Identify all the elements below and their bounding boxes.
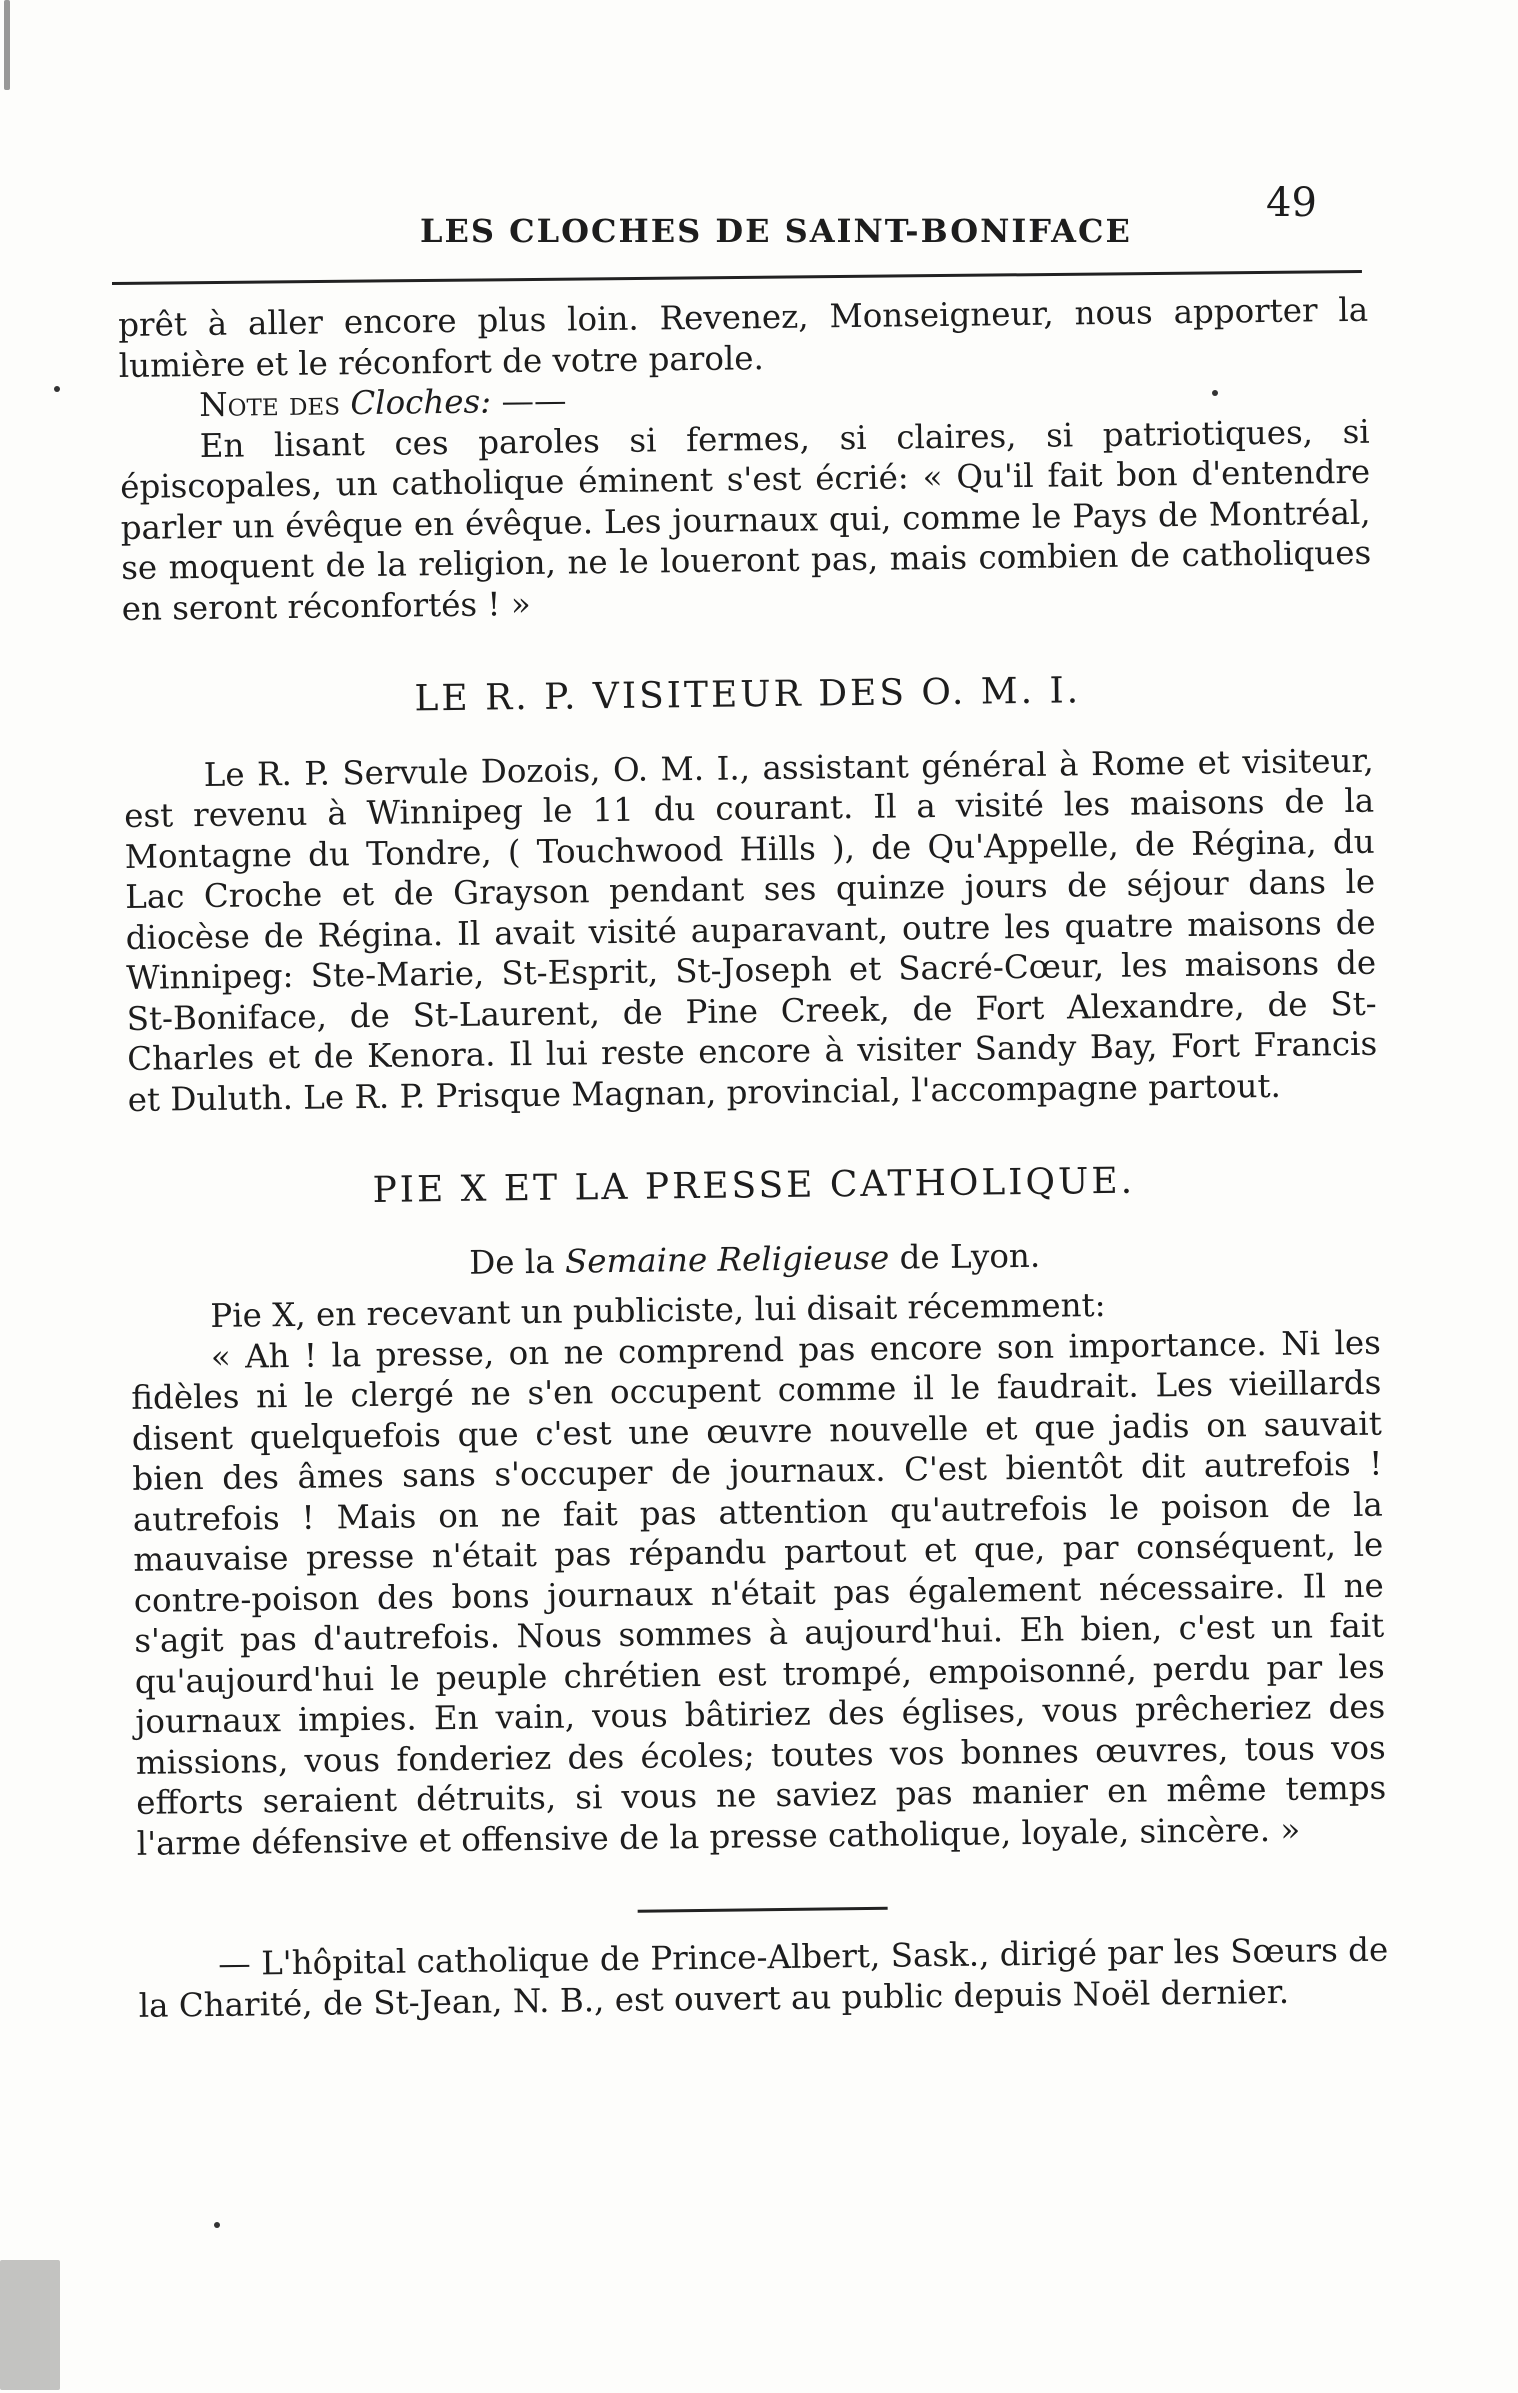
scan-edge-mark xyxy=(4,0,10,90)
paragraph-pie-intro: Pie X, en recevant un publiciste, lui disait récemment: xyxy=(210,1286,1106,1335)
heading-visiteur: LE R. P. VISITEUR DES O. M. I. xyxy=(414,670,1082,720)
subheading-prefix: De la xyxy=(468,1242,566,1282)
subheading-italic: Semaine Religieuse xyxy=(564,1238,890,1281)
heading-pie-x: PIE X ET LA PRESSE CATHOLIQUE. xyxy=(372,1160,1136,1211)
note-dash: —— xyxy=(490,381,567,421)
stray-dot xyxy=(54,386,60,392)
page-number: 49 xyxy=(1266,180,1317,226)
stray-dot xyxy=(1212,390,1218,396)
paragraph-note: En lisant ces paroles si fermes, si claires, si patriotiques, si épiscopales, un catholique éminent s'est écrié: « Qu'il fait bon d'entendre parler un évêque en évêque. Les journaux qui, comme le Pays de Montréal, se moquent de la religion, ne le loueront pas, mais combien de catholiques en seront réconfortés ! » xyxy=(119,412,1372,628)
paragraph-visiteur: Le R. P. Servule Dozois, O. M. I., assistant général à Rome et visiteur, est revenu à Winnipeg le 11 du courant. Il a visité les maisons de la Montagne du Tondre, ( Touchwood Hills ), de Qu'Appelle, de Régina, du Lac Croche et de Grayson pendant ses quinze jours de séjour dans le diocèse de Régina. Il avait visité auparavant, outre les quatre maisons de Winnipeg: Ste-Marie, St-Esprit, St-Joseph et Sacré-Cœur, les maisons de St-Boniface, de St-Laurent, de Pine Creek, de Fort Alexandre, de St-Charles et de Kenora. Il lui reste encore à visiter Sandy Bay, Fort Francis et Duluth. Le R. P. Prisque Magnan, provincial, l'accompagne partout. xyxy=(124,741,1378,1119)
paragraph-hopital: — L'hôpital catholique de Prince-Albert, Sask., dirigé par les Sœurs de la Charité, de St-Jean, N. B., est ouvert au public depuis Noël dernier. xyxy=(138,1930,1389,2025)
paragraph-continuation: prêt à aller encore plus loin. Revenez, Monseigneur, nous apporter la lumière et le réconfort de votre parole. xyxy=(118,290,1369,385)
note-label-italic: Cloches: xyxy=(350,382,492,423)
running-head-title: LES CLOCHES DE SAINT-BONIFACE xyxy=(420,212,1132,250)
header-rule xyxy=(112,270,1362,285)
separator-rule xyxy=(638,1907,888,1913)
subheading-suffix: de Lyon. xyxy=(889,1236,1041,1277)
scan-edge-mark xyxy=(0,2260,60,2390)
page-body xyxy=(118,290,1389,2026)
paragraph-pie-quote: « Ah ! la presse, on ne comprend pas encore son importance. Ni les fidèles ni le clergé ne s'en occupent comme il le faudrait. Les vieillards disent quelquefois que c'est une œuvre nouvelle et que jadis on sauvait bien des âmes sans s'occuper de journaux. C'est bientôt dit autrefois ! autrefois ! Mais on ne fait pas attention qu'autrefois le poison de la mauvaise presse n'était pas répandu partout et que, par conséquent, le contre-poison des bons journaux n'était pas également nécessaire. Il ne s'agit pas d'autrefois. Nous sommes à aujourd'hui. Eh bien, c'est un fait qu'aujourd'hui le peuple chrétien est trompé, empoisonné, perdu par les journaux impies. En vain, vous bâtiriez des églises, vous prêcheriez des missions, vous fonderiez des écoles; toutes vos bonnes œuvres, tous vos efforts seraient détruits, si vous ne saviez pas manier en même temps l'arme défensive et offensive de la presse catholique, loyale, sincère. » xyxy=(131,1323,1387,1863)
note-label-text: Note des xyxy=(198,384,341,425)
stray-dot xyxy=(214,2222,220,2228)
subheading-source xyxy=(130,1231,1380,1287)
